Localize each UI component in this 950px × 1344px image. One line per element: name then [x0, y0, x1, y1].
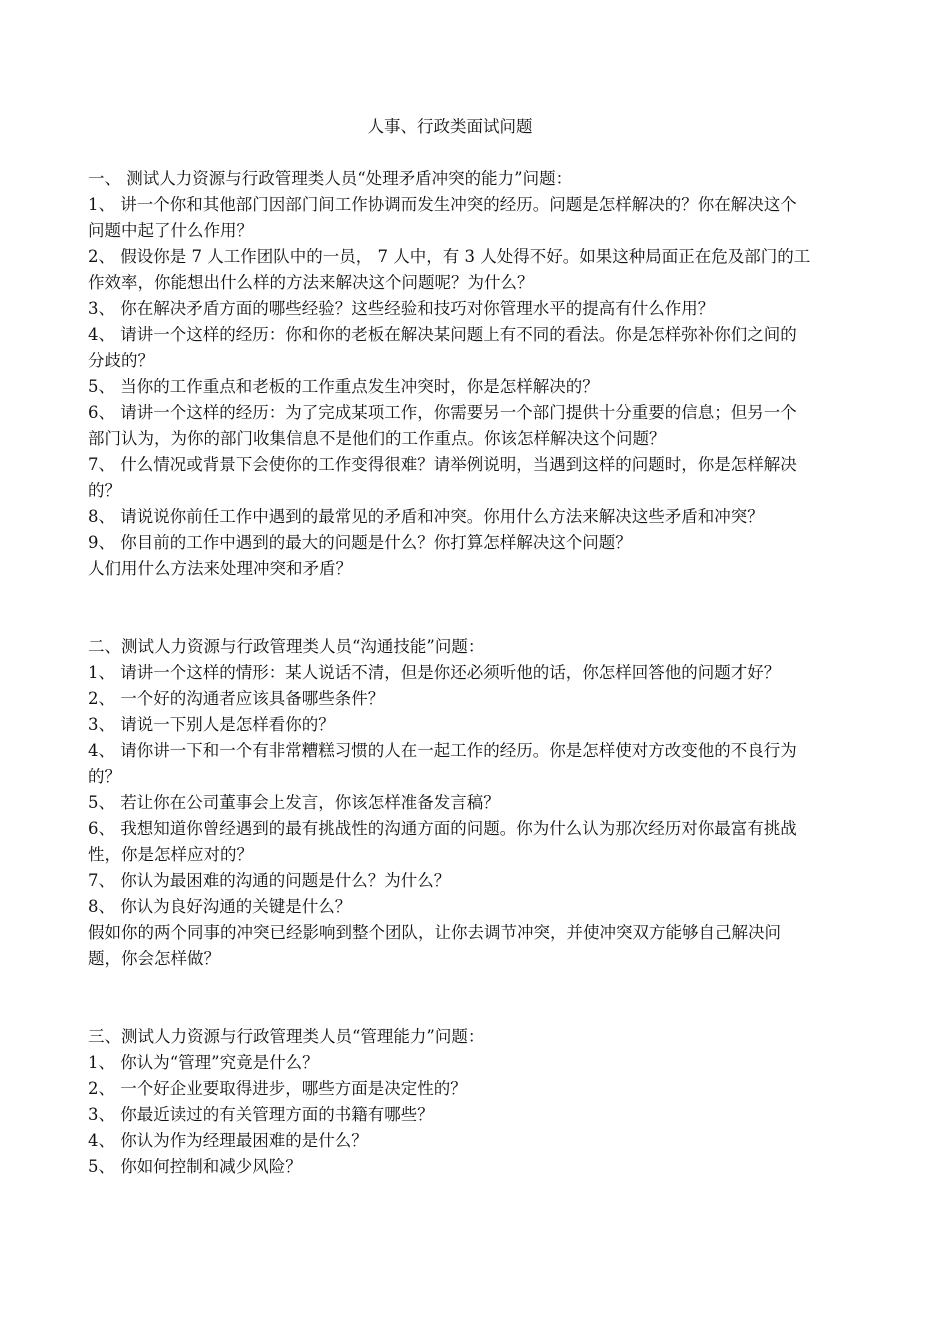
document-page [88, 114, 812, 1180]
section-conflict [88, 166, 812, 582]
question-line: 3、 请说一下别人是怎样看你的？ [88, 715, 335, 734]
question-line: 5、 你如何控制和减少风险？ [88, 1157, 302, 1176]
section-management [88, 1024, 812, 1180]
question-line: 7、 你认为最困难的沟通的问题是什么？为什么？ [88, 871, 451, 890]
question-line: 6、 请讲一个这样的经历：为了完成某项工作，你需要另一个部门提供十分重要的信息；但另一个部门认为，为你的部门收集信息不是他们的工作重点。你该怎样解决这个问题？ [88, 403, 797, 448]
question-line: 3、 你在解决矛盾方面的哪些经验？这些经验和技巧对你管理水平的提高有什么作用？ [88, 299, 715, 318]
section-heading: 三、测试人力资源与行政管理类人员“管理能力”问题： [88, 1027, 485, 1046]
question-line: 2、 一个好的沟通者应该具备哪些条件？ [88, 689, 385, 708]
question-line: 4、 你认为作为经理最困难的是什么？ [88, 1131, 368, 1150]
section-heading: 一、 测试人力资源与行政管理类人员“处理矛盾冲突的能力”问题： [88, 169, 573, 188]
question-line: 2、 一个好企业要取得进步，哪些方面是决定性的？ [88, 1079, 467, 1098]
question-line: 9、 你目前的工作中遇到的最大的问题是什么？你打算怎样解决这个问题？ [88, 533, 632, 552]
question-line: 1、 讲一个你和其他部门因部门间工作协调而发生冲突的经历。问题是怎样解决的？你在解决这个问题中起了什么作用？ [88, 195, 797, 240]
question-line: 假如你的两个同事的冲突已经影响到整个团队，让你去调节冲突，并使冲突双方能够自己解决问题，你会怎样做？ [88, 923, 781, 968]
question-line: 8、 你认为良好沟通的关键是什么？ [88, 897, 352, 916]
section-spacer [88, 972, 812, 1024]
question-line: 8、 请说说你前任工作中遇到的最常见的矛盾和冲突。你用什么方法来解决这些矛盾和冲突？ [88, 507, 764, 526]
section-spacer [88, 582, 812, 634]
question-line: 人们用什么方法来处理冲突和矛盾？ [88, 559, 352, 578]
question-line: 6、 我想知道你曾经遇到的最有挑战性的沟通方面的问题。你为什么认为那次经历对你最富有挑战性，你是怎样应对的？ [88, 819, 797, 864]
question-line: 5、 若让你在公司董事会上发言，你该怎样准备发言稿？ [88, 793, 500, 812]
document-title: 人事、行政类面试问题 [367, 117, 533, 136]
question-line: 4、 请你讲一下和一个有非常糟糕习惯的人在一起工作的经历。你是怎样使对方改变他的不良行为的？ [88, 741, 797, 786]
question-line: 1、 你认为“管理”究竟是什么？ [88, 1053, 319, 1072]
section-communication [88, 634, 812, 972]
question-line: 1、 请讲一个这样的情形：某人说话不清，但是你还必须听他的话，你怎样回答他的问题才好？ [88, 663, 781, 682]
question-line: 3、 你最近读过的有关管理方面的书籍有哪些？ [88, 1105, 434, 1124]
question-line: 2、 假设你是 7 人工作团队中的一员， 7 人中，有 3 人处得不好。如果这种局面正在危及部门的工作效率，你能想出什么样的方法来解决这个问题呢？为什么？ [88, 247, 811, 292]
question-line: 7、 什么情况或背景下会使你的工作变得很难？请举例说明，当遇到这样的问题时，你是怎样解决的？ [88, 455, 797, 500]
question-line: 4、 请讲一个这样的经历：你和你的老板在解决某问题上有不同的看法。你是怎样弥补你们之间的分歧的？ [88, 325, 797, 370]
section-heading: 二、测试人力资源与行政管理类人员“沟通技能”问题： [88, 637, 485, 656]
title-spacer [88, 140, 812, 166]
question-line: 5、 当你的工作重点和老板的工作重点发生冲突时，你是怎样解决的？ [88, 377, 599, 396]
